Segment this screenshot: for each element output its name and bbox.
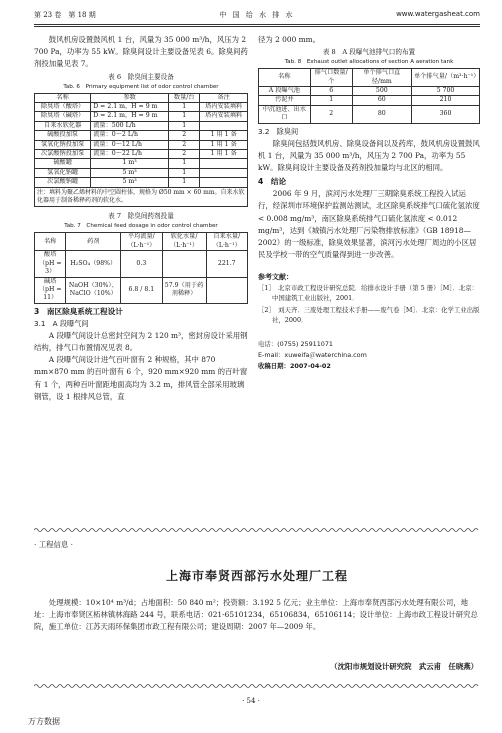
- contact-block: [258, 339, 480, 372]
- table-cell: 0.3: [121, 251, 162, 277]
- table-row: [35, 140, 248, 149]
- table7-caption: 表 7 除臭间药剂投量: [108, 212, 174, 221]
- paragraph: 除臭间包括鼓风机房、除臭设备间以及药库，鼓风机房设置鼓风机 1 台，风量为 35 000 m³/h，风压为 2 700 Pa，功率为 55 kW。除臭间设计主要设备及药剂投加量均与北区的相同。: [258, 138, 480, 173]
- table-cell: 360: [411, 105, 479, 123]
- table-header: 名称: [35, 93, 91, 102]
- paragraph: 鼓风机房设置鼓风机 1 台，风量为 35 000 m³/h，风压为 2 700 Pa，功率为 55 kW。除臭间设计主要设备见表 6。除臭间药剂投加量见表 7。: [34, 35, 248, 69]
- references-title: 参考文献：: [258, 273, 293, 282]
- table-cell: 1: [310, 96, 352, 105]
- table-cell: 1 用 1 备: [200, 140, 248, 149]
- table6-note: 注：填料为聚乙烯材料的中空圆柱体，规格为 Ø50 mm × 60 mm。自来水软化器用于制备稀释药剂的软化水。: [35, 187, 248, 207]
- paragraph: A 段曝气间设计总密封空间为 2 120 m³，密封房设计采用钢结构，排气口布置情况见表 8。: [34, 330, 248, 352]
- journal-site: www.watergasheat.com: [396, 10, 480, 18]
- table6-caption: 表 6 除臭间主要设备: [108, 72, 174, 81]
- table6-caption-en: Tab. 6 Primary equipment list of odor control chamber: [63, 83, 219, 90]
- page-header: [34, 10, 480, 22]
- table-row: [35, 277, 248, 303]
- table-cell: A 段曝气池: [259, 87, 311, 96]
- page-number: · 54 ·: [242, 697, 260, 705]
- table-row: [35, 131, 248, 140]
- reference-item: ［1］ 北京市政工程设计研究总院．给排水设计手册（第 5 册）［M］．北京：中国建筑工业出版社，2001．: [258, 284, 479, 303]
- table-cell: D = 2.1 m，H = 9 m: [91, 103, 169, 112]
- table-cell: 除臭塔（碱塔）: [35, 112, 91, 121]
- table-row: [35, 112, 248, 121]
- table-cell: 自来水软化器: [35, 121, 91, 130]
- table-row: [35, 168, 248, 177]
- table-cell: 次氯酸钠投加泵: [35, 150, 91, 159]
- table-cell: [162, 251, 206, 277]
- table-row: [35, 121, 248, 130]
- reference-item: ［2］ 刘天齐．三废处理工程技术手册——废气卷［M］．北京：化学工业出版社，2000．: [258, 306, 480, 325]
- issue-label: 第 23 卷 第 18 期: [34, 11, 96, 19]
- paragraph: 径为 2 000 mm。: [258, 35, 321, 44]
- table-cell: 1: [169, 168, 200, 177]
- table-cell: D = 2.1 m，H = 9 m: [91, 112, 169, 121]
- table-cell: 流量：500 L/h: [91, 121, 169, 130]
- table-cell: 除臭塔（酸塔）: [35, 103, 91, 112]
- table-cell: 1: [169, 178, 200, 187]
- table-cell: 碱塔（pH = 11）: [35, 277, 66, 303]
- paragraph: 2006 年 9 月，滨河污水处理厂三期除臭系统工程投入试运行，经深圳市环境保护监测站测试，北区除臭系统排气口硫化氢浓度 < 0.008 mg/m³，南区除臭系统排气口硫化氢浓度 < 0.012 mg/m³，达到《城镇污水处理厂污染物排放标准》（GB 18918—2002）的一级标准，除臭效果显著，滨河污水处理厂周边的小区居民及学校一带的空气质量得到进一步改善。: [258, 189, 480, 260]
- table8-caption: 表 8 A 段曝气池排气口的布置: [322, 48, 416, 57]
- table-cell: 1 用 1 备: [200, 150, 248, 159]
- table-cell: 1: [169, 159, 200, 168]
- table-header: 名称: [35, 233, 66, 251]
- table-cell: 5 m³: [91, 178, 169, 187]
- paragraph: A 段曝气间设计进气百叶窗有 2 种规格，其中 870 mm×870 mm 的百叶窗有 6 个，920 mm×920 mm 的百叶窗有 1 个，两种百叶窗距地面高均为 3.2 m，排风管全部采用玻璃钢管，设 1 根排风总管，直: [34, 355, 248, 401]
- reference-list: [258, 283, 480, 325]
- table-cell: 500: [352, 87, 411, 96]
- table-cell: H₂SO₄（98%）: [66, 251, 121, 277]
- table-cell: 1 用 1 备: [200, 131, 248, 140]
- email: E-mail：xuweifa＠waterchina.com: [258, 351, 367, 360]
- telephone: 电话：(0755) 25911071: [258, 340, 333, 349]
- table-row: [35, 159, 248, 168]
- table-cell: 流量：0～2 L/h: [91, 131, 169, 140]
- table-header: 药剂: [66, 233, 121, 251]
- table-cell: 1: [169, 103, 200, 112]
- table-cell: [206, 277, 247, 303]
- table6: [34, 93, 248, 208]
- table-header: 自来水量/（L·h⁻¹）: [206, 233, 247, 251]
- table-row: [259, 96, 480, 105]
- table-cell: 次氯酸钠罐: [35, 178, 91, 187]
- table-cell: 硫酸罐: [35, 159, 91, 168]
- table-cell: 1 m³: [91, 159, 169, 168]
- watermark: 万方数据: [28, 717, 60, 726]
- table-cell: 中沉池进、出水口: [259, 105, 311, 123]
- table-cell: 硫酸投加泵: [35, 131, 91, 140]
- section-heading: 3 南区除臭系统工程设计: [34, 306, 123, 316]
- table-row: [35, 251, 248, 277]
- table-cell: 6: [310, 87, 352, 96]
- left-column: [34, 34, 248, 403]
- table7: [34, 232, 248, 303]
- subsection-heading: 3.1 A 段曝气间: [34, 318, 89, 328]
- news-title: 上海市奉贤西部污水处理厂工程: [165, 569, 348, 583]
- table-cell: 1: [169, 121, 200, 130]
- table-cell: 60: [352, 96, 411, 105]
- table-cell: [200, 159, 248, 168]
- news-tag: · 工程信息 ·: [34, 540, 73, 549]
- table-row: [35, 178, 248, 187]
- section-heading: 4 结论: [258, 177, 287, 187]
- table-cell: 2: [169, 150, 200, 159]
- table-cell: 57.9（用于药剂稀释）: [162, 277, 206, 303]
- table-header: 数量/台: [169, 93, 200, 102]
- table-cell: 2: [310, 105, 352, 123]
- header-rule-2: [34, 26, 480, 27]
- table-row: [259, 105, 480, 123]
- table-cell: 1: [169, 112, 200, 121]
- table-cell: 221.7: [206, 251, 247, 277]
- journal-name: 中 国 给 水 排 水: [219, 11, 295, 19]
- received-date: 收稿日期：2007-04-02: [258, 362, 331, 371]
- right-column: [258, 34, 480, 372]
- table-cell: 2: [169, 140, 200, 149]
- table-cell: 氢氧化钠投加泵: [35, 140, 91, 149]
- table-cell: 2: [169, 131, 200, 140]
- table-header: 平均流量/（L·h⁻¹）: [121, 233, 162, 251]
- table-cell: [200, 178, 248, 187]
- table-header: 参数: [91, 93, 169, 102]
- table-cell: 流量：0～22 L/h: [91, 150, 169, 159]
- table-cell: 80: [352, 105, 411, 123]
- table7-caption-en: Tab. 7 Chemical feed dosage in odor control chamber: [64, 223, 218, 230]
- table-cell: NaOH（30%）、NaClO（10%）: [66, 277, 121, 303]
- table-cell: 5 m³: [91, 168, 169, 177]
- table-row: [259, 87, 480, 96]
- table-cell: 酸塔（pH = 3）: [35, 251, 66, 277]
- table-cell: 210: [411, 96, 479, 105]
- news-body: 处理规模：10×10⁴ m³/d；占地面积：50 840 m²；投资额：3.192 5 亿元；业主单位：上海市奉贤西部污水处理有限公司，地址：上海市奉贤区柘林镇林海路 244 号，联系电话：021-65101234，65106834，65106114；设计单位：上海市政工程设计研究总院，施工单位：江苏天雨环保集团市政工程有限公司；建设周期：2007 年—2009 年。: [34, 598, 478, 632]
- table-cell: [200, 168, 248, 177]
- table-header: 排气口数量/个: [310, 69, 352, 87]
- news-signature: （沈阳市规划设计研究院 武云甫 任晓燕）: [330, 662, 478, 671]
- table-cell: [200, 121, 248, 130]
- table8: [258, 68, 480, 123]
- table-cell: 5 700: [411, 87, 479, 96]
- table-cell: 氢氧化钠罐: [35, 168, 91, 177]
- table-cell: 6.8 / 8.1: [121, 277, 162, 303]
- table-header: 单个排气口直径/mm: [352, 69, 411, 87]
- table-header: 备注: [200, 93, 248, 102]
- table-row: [35, 150, 248, 159]
- table8-caption-en: Tab. 8 Exhaust outlet allocations of section A aeration tank: [284, 59, 454, 66]
- table-header: 名称: [259, 69, 311, 87]
- table-row: [35, 103, 248, 112]
- table-cell: 污泥井: [259, 96, 311, 105]
- table-cell: 塔内安装填料: [200, 112, 248, 121]
- table-cell: 流量：0～12 L/h: [91, 140, 169, 149]
- table-cell: 塔内安装填料: [200, 103, 248, 112]
- table-header: 软化水量/（L·h⁻¹）: [162, 233, 206, 251]
- wavy-divider: [34, 527, 480, 533]
- wavy-divider: [34, 683, 480, 689]
- header-rule: [34, 24, 480, 25]
- subsection-heading: 3.2 除臭间: [258, 126, 299, 136]
- table-header: 单个排气量/（m³·h⁻¹）: [411, 69, 479, 87]
